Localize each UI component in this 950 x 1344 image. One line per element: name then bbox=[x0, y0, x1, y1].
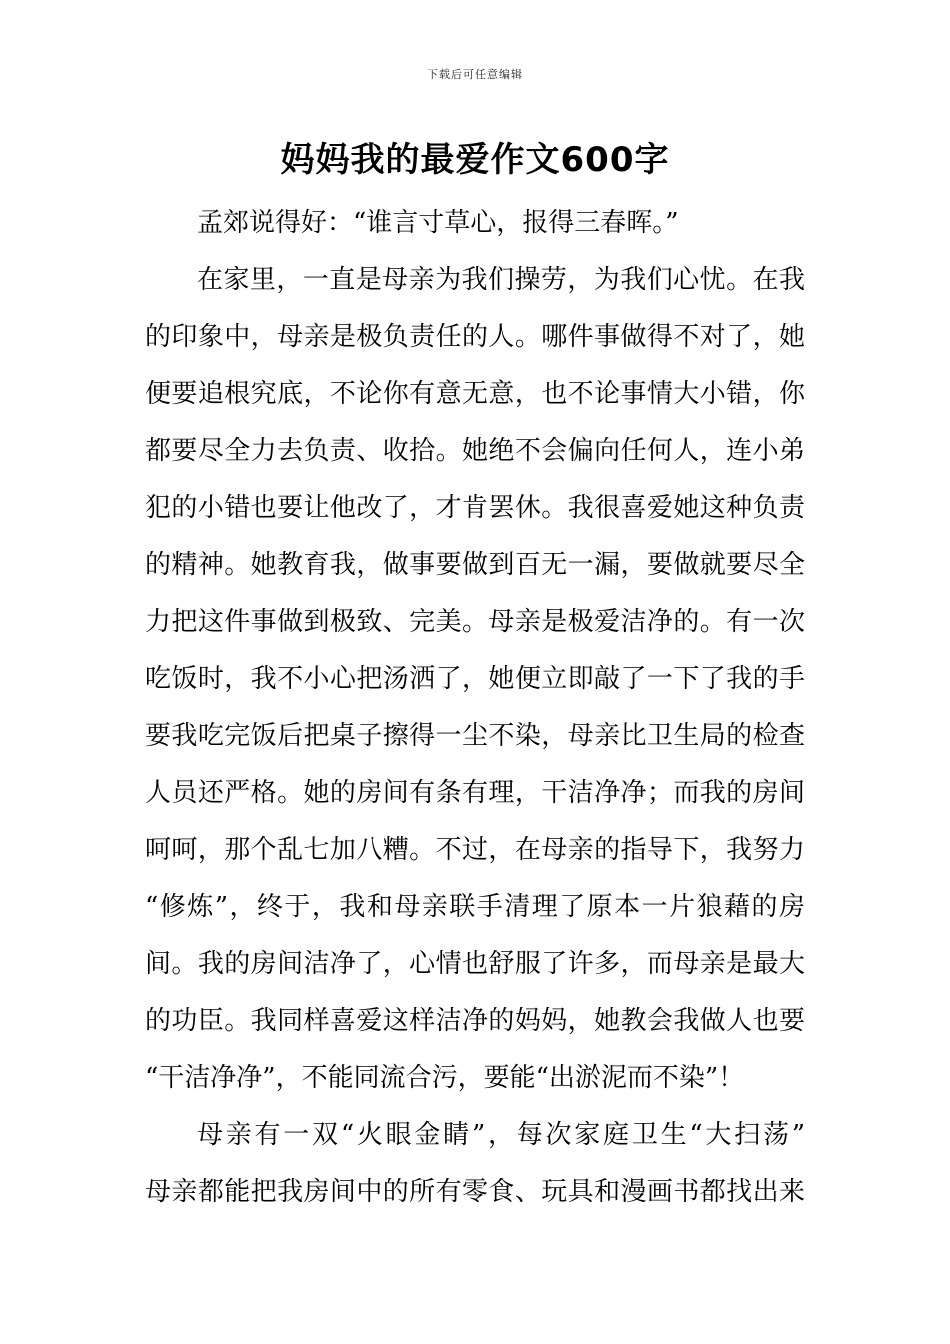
document-title: 妈妈我的最爱作文600字 bbox=[280, 140, 670, 180]
paragraph-2-line: 的精神。她教育我，做事要做到百无一漏，要做就要尽全 bbox=[145, 550, 805, 580]
paragraph-2-line: 呵呵，那个乱七加八糟。不过，在母亲的指导下，我努力 bbox=[145, 835, 805, 865]
paragraph-2-line: 的功臣。我同样喜爱这样洁净的妈妈，她教会我做人也要 bbox=[145, 1006, 805, 1036]
paragraph-2-line: “干洁净净”，不能同流合污，要能“出淤泥而不染”！ bbox=[145, 1063, 745, 1093]
paragraph-2-line: 吃饭时，我不小心把汤洒了，她便立即敲了一下了我的手 bbox=[145, 664, 805, 694]
paragraph-2-line: 人员还严格。她的房间有条有理，干洁净净；而我的房间 bbox=[145, 778, 805, 808]
paragraph-2-line: 便要追根究底，不论你有意无意，也不论事情大小错，你 bbox=[145, 379, 805, 409]
paragraph-2-line: 犯的小错也要让他改了，才肯罢休。我很喜爱她这种负责 bbox=[145, 493, 805, 523]
paragraph-2-line: 要我吃完饭后把桌子擦得一尘不染，母亲比卫生局的检查 bbox=[145, 721, 805, 751]
paragraph-3-line: 母亲有一双“火眼金睛”，每次家庭卫生“大扫荡” bbox=[197, 1120, 805, 1150]
paragraph-1-line: 孟郊说得好：“谁言寸草心，报得三春晖。” bbox=[197, 208, 679, 238]
paragraph-2-line: 在家里，一直是母亲为我们操劳，为我们心忧。在我 bbox=[197, 265, 805, 295]
paragraph-2-line: 都要尽全力去负责、收拾。她绝不会偏向任何人，连小弟 bbox=[145, 436, 805, 466]
paragraph-2-line: 的印象中，母亲是极负责任的人。哪件事做得不对了，她 bbox=[145, 322, 805, 352]
paragraph-2-line: 间。我的房间洁净了，心情也舒服了许多，而母亲是最大 bbox=[145, 949, 805, 979]
paragraph-2-line: 力把这件事做到极致、完美。母亲是极爱洁净的。有一次 bbox=[145, 607, 805, 637]
paragraph-3-line: 母亲都能把我房间中的所有零食、玩具和漫画书都找出来 bbox=[145, 1177, 805, 1207]
header-note: 下载后可任意编辑 bbox=[427, 68, 523, 81]
paragraph-2-line: “修炼”，终于，我和母亲联手清理了原本一片狼藉的房 bbox=[145, 892, 805, 922]
